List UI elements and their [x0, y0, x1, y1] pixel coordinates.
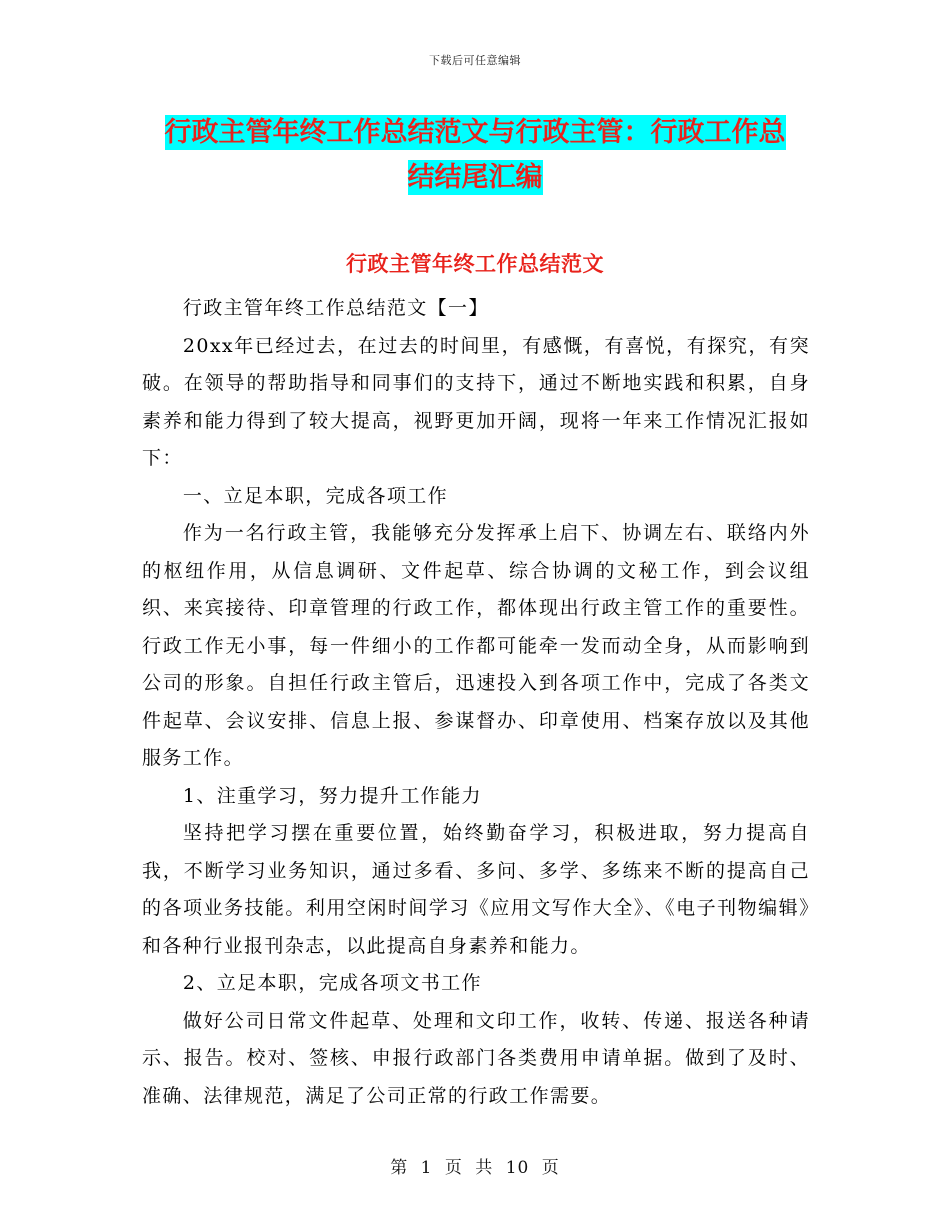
page-number-footer: 第 1 页 共 10 页 — [390, 1158, 560, 1178]
paragraph-paperwork: 做好公司日常文件起草、处理和文印工作，收转、传递、报送各种请示、报告。校对、签核、申报行政部门各类费用申请单据。做到了及时、准确、法律规范，满足了公司正常的行政工作需要。 — [142, 1009, 810, 1107]
body-text — [142, 290, 810, 1115]
paragraph-heading-1-2: 2、立足本职，完成各项文书工作 — [182, 972, 482, 994]
section-title: 行政主管年终工作总结范文 — [346, 252, 604, 276]
header-note: 下载后可任意编辑 — [429, 54, 521, 67]
paragraph-heading-1: 一、立足本职，完成各项工作 — [182, 484, 449, 507]
paragraph-study: 坚持把学习摆在重要位置，始终勤奋学习，积极进取，努力提高自我，不断学习业务知识，通过多看、多问、多学、多练来不断的提高自己的各项业务技能。利用空闲时间学习《应用文写作大全》、《电子刊物编辑》和各种行业报刊杂志，以此提高自身素养和能力。 — [142, 822, 810, 957]
paragraph-heading-1-1: 1、注重学习，努力提升工作能力 — [182, 784, 482, 807]
document-title — [0, 110, 950, 200]
paragraph-intro: 20xx年已经过去，在过去的时间里，有感慨，有喜悦，有探究，有突破。在领导的帮助指导和同事们的支持下，通过不断地实践和积累，自身素养和能力得到了较大提高，视野更加开阔，现将一年来工作情况汇报如下： — [142, 334, 810, 469]
paragraph-role: 作为一名行政主管，我能够充分发挥承上启下、协调左右、联络内外的枢纽作用，从信息调研、文件起草、综合协调的文秘工作，到会议组织、来宾接待、印章管理的行政工作，都体现出行政主管工作的重要性。行政工作无小事，每一件细小的工作都可能牵一发而动全身，从而影响到公司的形象。自担任行政主管后，迅速投入到各项工作中，完成了各类文件起草、会议安排、信息上报、参谋督办、印章使用、档案存放以及其他服务工作。 — [142, 522, 810, 769]
paragraph-subtitle: 行政主管年终工作总结范文【一】 — [182, 297, 489, 319]
document-title-line-2: 结结尾汇编 — [407, 162, 543, 193]
document-title-line-1: 行政主管年终工作总结范文与行政主管：行政工作总 — [164, 117, 786, 148]
